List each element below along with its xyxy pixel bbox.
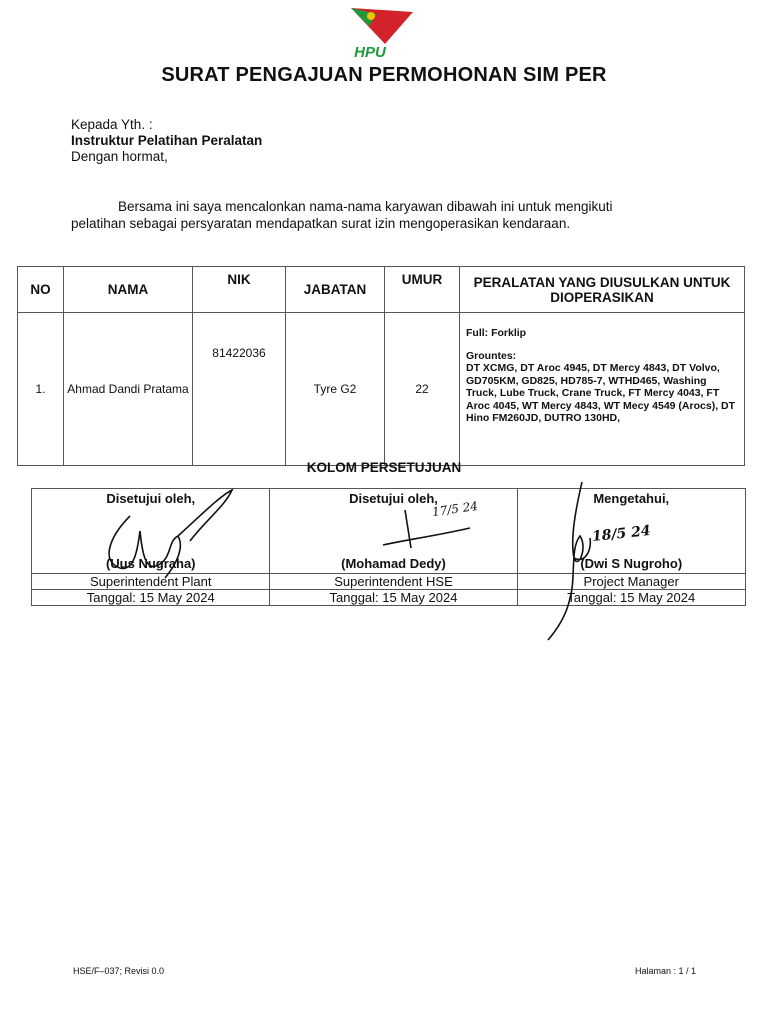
approver-position-3: Project Manager	[517, 574, 746, 590]
header-nik: NIK	[193, 267, 286, 313]
logo-text: HPU	[354, 44, 386, 61]
table-row	[18, 313, 745, 466]
salutation: Dengan hormat,	[71, 149, 168, 164]
approval-box-2	[270, 489, 517, 574]
approval-date-2: Tanggal: 15 May 2024	[270, 590, 517, 606]
cell-umur: 22	[385, 313, 460, 466]
equipment-full: Full: Forklip	[466, 327, 527, 339]
approval-label-2: Disetujui oleh,	[349, 491, 438, 506]
equipment-grountes-list: DT XCMG, DT Aroc 4945, DT Mercy 4843, DT Volvo, GD705KM, GD825, HD785-7, WTHD465, Washing Truck, Lube Truck, Crane Truck, FT Mercy 4043, FT Aroc 4045, WT Mercy 4843, WT Mecy 4549 (Arocs), DT Hino FM260JD, DUTRO 130HD,	[466, 362, 736, 424]
header-no: NO	[18, 267, 64, 313]
approval-date-1: Tanggal: 15 May 2024	[32, 590, 270, 606]
cell-no: 1.	[18, 313, 64, 466]
approver-position-1: Superintendent Plant	[32, 574, 270, 590]
approver-name-2: (Mohamad Dedy)	[341, 556, 446, 571]
candidate-table	[17, 266, 745, 466]
approval-box-3	[517, 489, 746, 574]
recipient: Instruktur Pelatihan Peralatan	[71, 133, 263, 148]
approval-label-1: Disetujui oleh,	[106, 491, 196, 506]
cell-jabatan: Tyre G2	[286, 313, 385, 466]
signature-3-handwritten-date: 18/5 24	[591, 522, 652, 546]
signature-2-handwritten-date: 17/5 24	[431, 498, 479, 520]
header-peralatan: PERALATAN YANG DIUSULKAN UNTUK DIOPERASIKAN	[460, 267, 745, 313]
approval-box-1	[32, 489, 270, 574]
equipment-grountes-label: Grountes:	[466, 349, 517, 362]
approver-position-2: Superintendent HSE	[270, 574, 517, 590]
approval-label-3: Mengetahui,	[593, 491, 670, 506]
cell-peralatan	[460, 313, 745, 466]
header-umur: UMUR	[385, 267, 460, 313]
header-nama: NAMA	[64, 267, 193, 313]
body-line-1: Bersama ini saya mencalonkan nama-nama karyawan dibawah ini untuk mengikuti	[118, 199, 613, 214]
header-jabatan: JABATAN	[286, 267, 385, 313]
document-title: SURAT PENGAJUAN PERMOHONAN SIM PER	[161, 64, 607, 86]
to-label: Kepada Yth. :	[71, 117, 153, 132]
page-number: Halaman : 1 / 1	[634, 966, 696, 976]
approval-date-3: Tanggal: 15 May 2024	[517, 590, 746, 606]
table-header-row	[18, 267, 745, 313]
cell-nama: Ahmad Dandi Pratama	[64, 313, 193, 466]
body-line-2: pelatihan sebagai persyaratan mendapatkan surat izin mengoperasikan kendaraan.	[71, 216, 571, 231]
form-code: HSE/F–037; Revisi 0.0	[73, 966, 165, 976]
approver-name-3: (Dwi S Nugroho)	[580, 556, 683, 571]
approver-name-1: (Uus Nugraha)	[105, 556, 196, 571]
cell-nik: 81422036	[193, 313, 286, 466]
approval-table	[31, 488, 746, 606]
approval-heading: KOLOM PERSETUJUAN	[306, 460, 462, 475]
